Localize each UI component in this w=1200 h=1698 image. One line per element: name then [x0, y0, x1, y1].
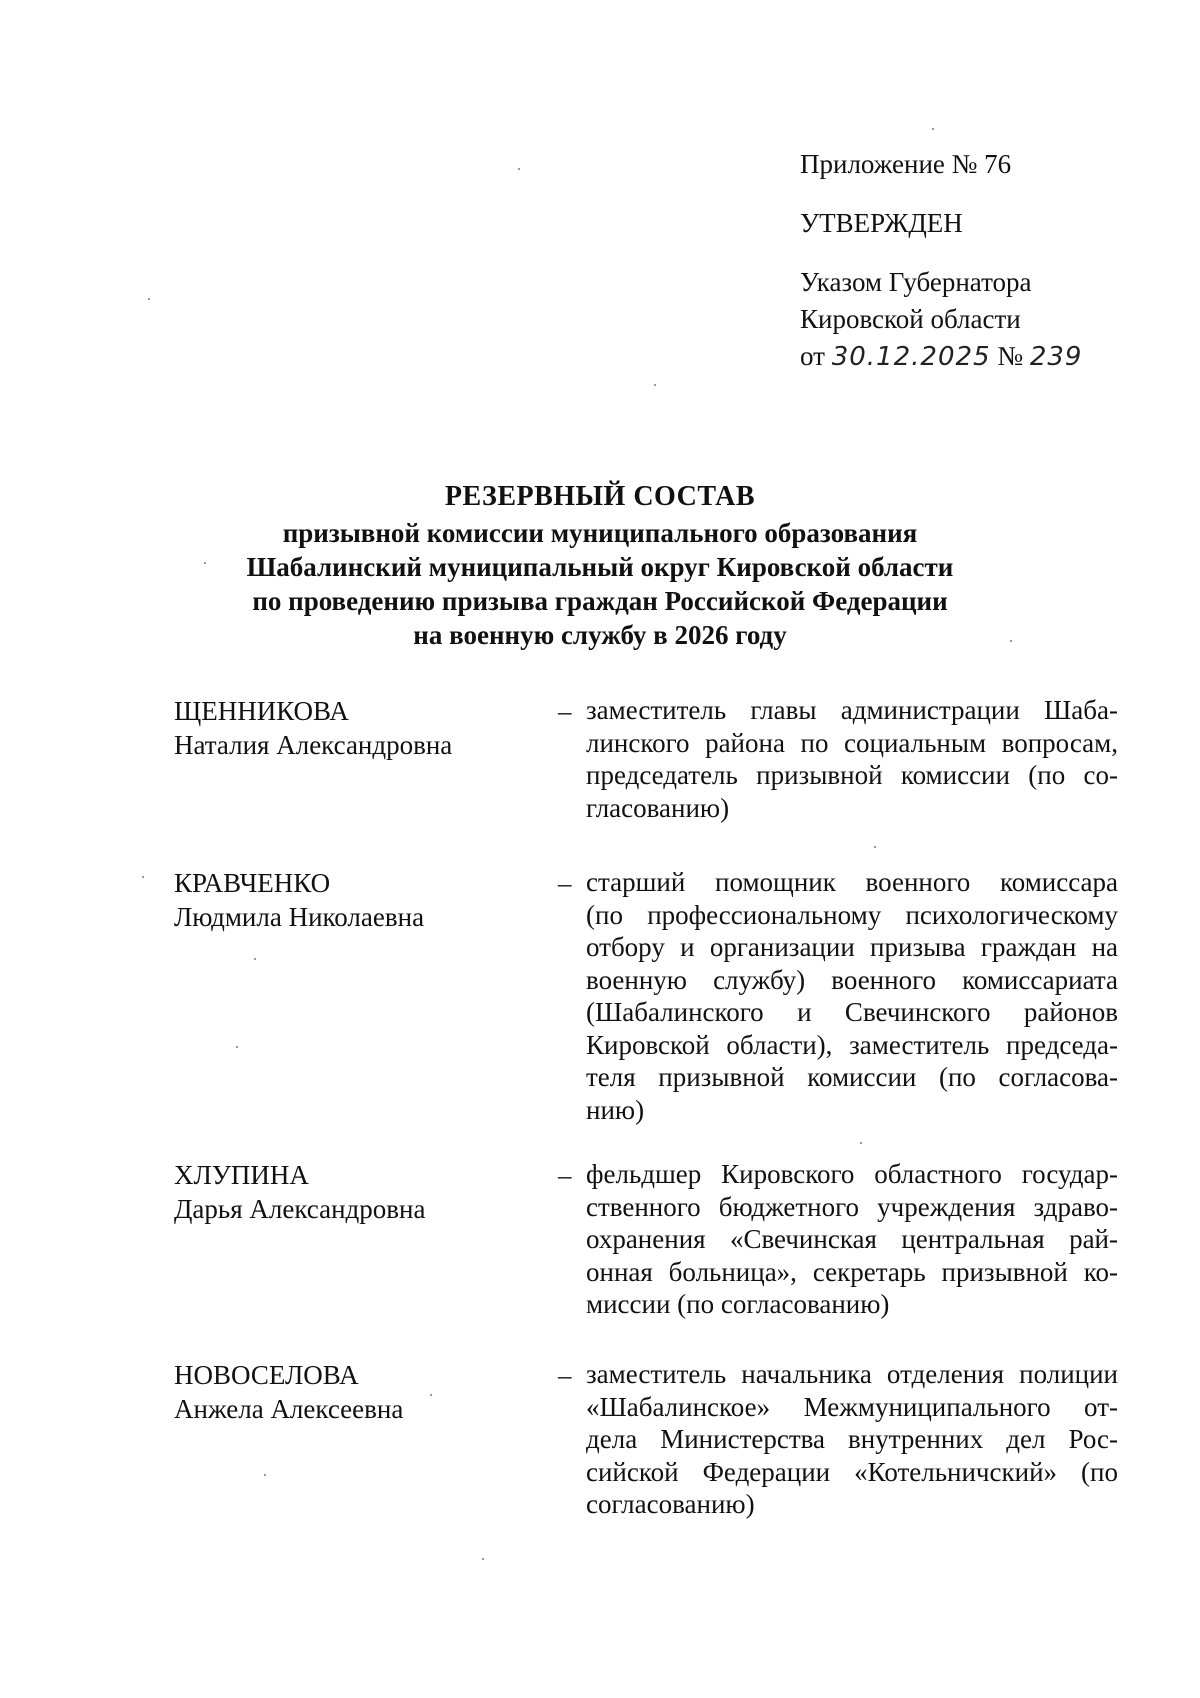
- member-role: [586, 1158, 1118, 1321]
- role-line: военную службу) военного комиссариата: [586, 964, 1118, 995]
- member-name: [174, 1158, 534, 1226]
- member-given-names: Дарья Александровна: [174, 1194, 426, 1224]
- role-line: нию): [586, 1094, 645, 1125]
- handwritten-number: 239: [1029, 342, 1083, 372]
- appendix-number: Приложение № 76: [800, 149, 1012, 179]
- title-line: призывной комиссии муниципального образования: [282, 518, 918, 548]
- member-surname: ЩЕННИКОВА: [174, 696, 349, 726]
- member-name: [174, 1358, 534, 1426]
- member-dash: –: [558, 1360, 572, 1390]
- member-surname: ХЛУПИНА: [174, 1160, 309, 1190]
- scan-speck: [860, 1142, 862, 1144]
- scan-speck: [518, 168, 520, 170]
- role-line: «Шабалинское» Межмуниципального от-: [586, 1391, 1118, 1422]
- scan-speck: [932, 128, 934, 130]
- member-role: [586, 694, 1118, 824]
- date-prefix: от: [800, 341, 825, 371]
- role-line: сийской Федерации «Котельничский» (по: [586, 1456, 1118, 1487]
- role-line: дела Министерства внутренних дел Рос-: [586, 1424, 1118, 1454]
- scan-speck: [874, 846, 876, 848]
- member-role: [586, 866, 1118, 1126]
- member-dash: –: [558, 1160, 572, 1190]
- member-surname: КРАВЧЕНКО: [174, 868, 331, 898]
- member-dash: –: [558, 868, 572, 898]
- scan-speck: [142, 876, 144, 878]
- role-line: заместитель главы администрации Шаба-: [586, 695, 1118, 725]
- title-line: Шабалинский муниципальный округ Кировской области: [246, 552, 954, 582]
- approved-by-line-1: Указом Губернатора: [800, 267, 1032, 297]
- role-line: охранения «Свечинская центральная рай-: [586, 1224, 1118, 1254]
- role-line: отбору и организации призыва граждан на: [586, 932, 1118, 962]
- title-line: на военную службу в 2026 году: [413, 620, 787, 650]
- member-dash: –: [558, 696, 572, 726]
- role-line: онная больница», секретарь призывной ко-: [586, 1256, 1118, 1287]
- role-line: миссии (по согласованию): [586, 1289, 890, 1319]
- scan-speck: [236, 1046, 238, 1048]
- member-surname: НОВОСЕЛОВА: [174, 1360, 359, 1390]
- number-prefix: №: [997, 341, 1024, 371]
- approved-by-line-2: Кировской области: [800, 304, 1021, 334]
- role-line: гласованию): [586, 792, 730, 823]
- member-name: [174, 694, 534, 762]
- member-name: [174, 866, 534, 934]
- scan-speck: [204, 562, 206, 564]
- role-line: председатель призывной комиссии (по со-: [586, 760, 1118, 790]
- title-line: по проведению призыва граждан Российской Федерации: [252, 586, 948, 616]
- approval-date-line: [800, 338, 1180, 376]
- role-line: фельдшер Кировского областного государ-: [586, 1159, 1118, 1189]
- role-line: (Шабалинского и Свечинского районов: [586, 997, 1118, 1027]
- member-given-names: Людмила Николаевна: [174, 902, 425, 932]
- scan-speck: [264, 1474, 266, 1476]
- role-line: заместитель начальника отделения полиции: [586, 1359, 1118, 1389]
- scan-speck: [430, 1394, 432, 1396]
- role-line: согласованию): [586, 1489, 755, 1519]
- title-main: РЕЗЕРВНЫЙ СОСТАВ: [444, 481, 756, 512]
- role-line: Кировской области), заместитель председа-: [586, 1029, 1118, 1060]
- scan-speck: [254, 958, 256, 960]
- role-line: ственного бюджетного учреждения здраво-: [586, 1191, 1118, 1222]
- approved-label: УТВЕРЖДЕН: [800, 208, 963, 238]
- approval-stamp-block: [800, 146, 1180, 376]
- member-given-names: Анжела Алексеевна: [174, 1394, 404, 1424]
- role-line: старший помощник военного комиссара: [586, 867, 1118, 897]
- document-title: [0, 478, 1200, 652]
- member-given-names: Наталия Александровна: [174, 730, 453, 760]
- scan-speck: [1010, 640, 1012, 642]
- role-line: (по профессиональному психологическому: [586, 899, 1118, 930]
- member-role: [586, 1358, 1118, 1521]
- scan-speck: [482, 1558, 484, 1560]
- handwritten-date: 30.12.2025: [831, 342, 991, 372]
- scan-speck: [148, 298, 150, 300]
- scan-speck: [654, 384, 656, 386]
- role-line: линского района по социальным вопросам,: [586, 727, 1118, 758]
- role-line: теля призывной комиссии (по согласова-: [586, 1062, 1118, 1092]
